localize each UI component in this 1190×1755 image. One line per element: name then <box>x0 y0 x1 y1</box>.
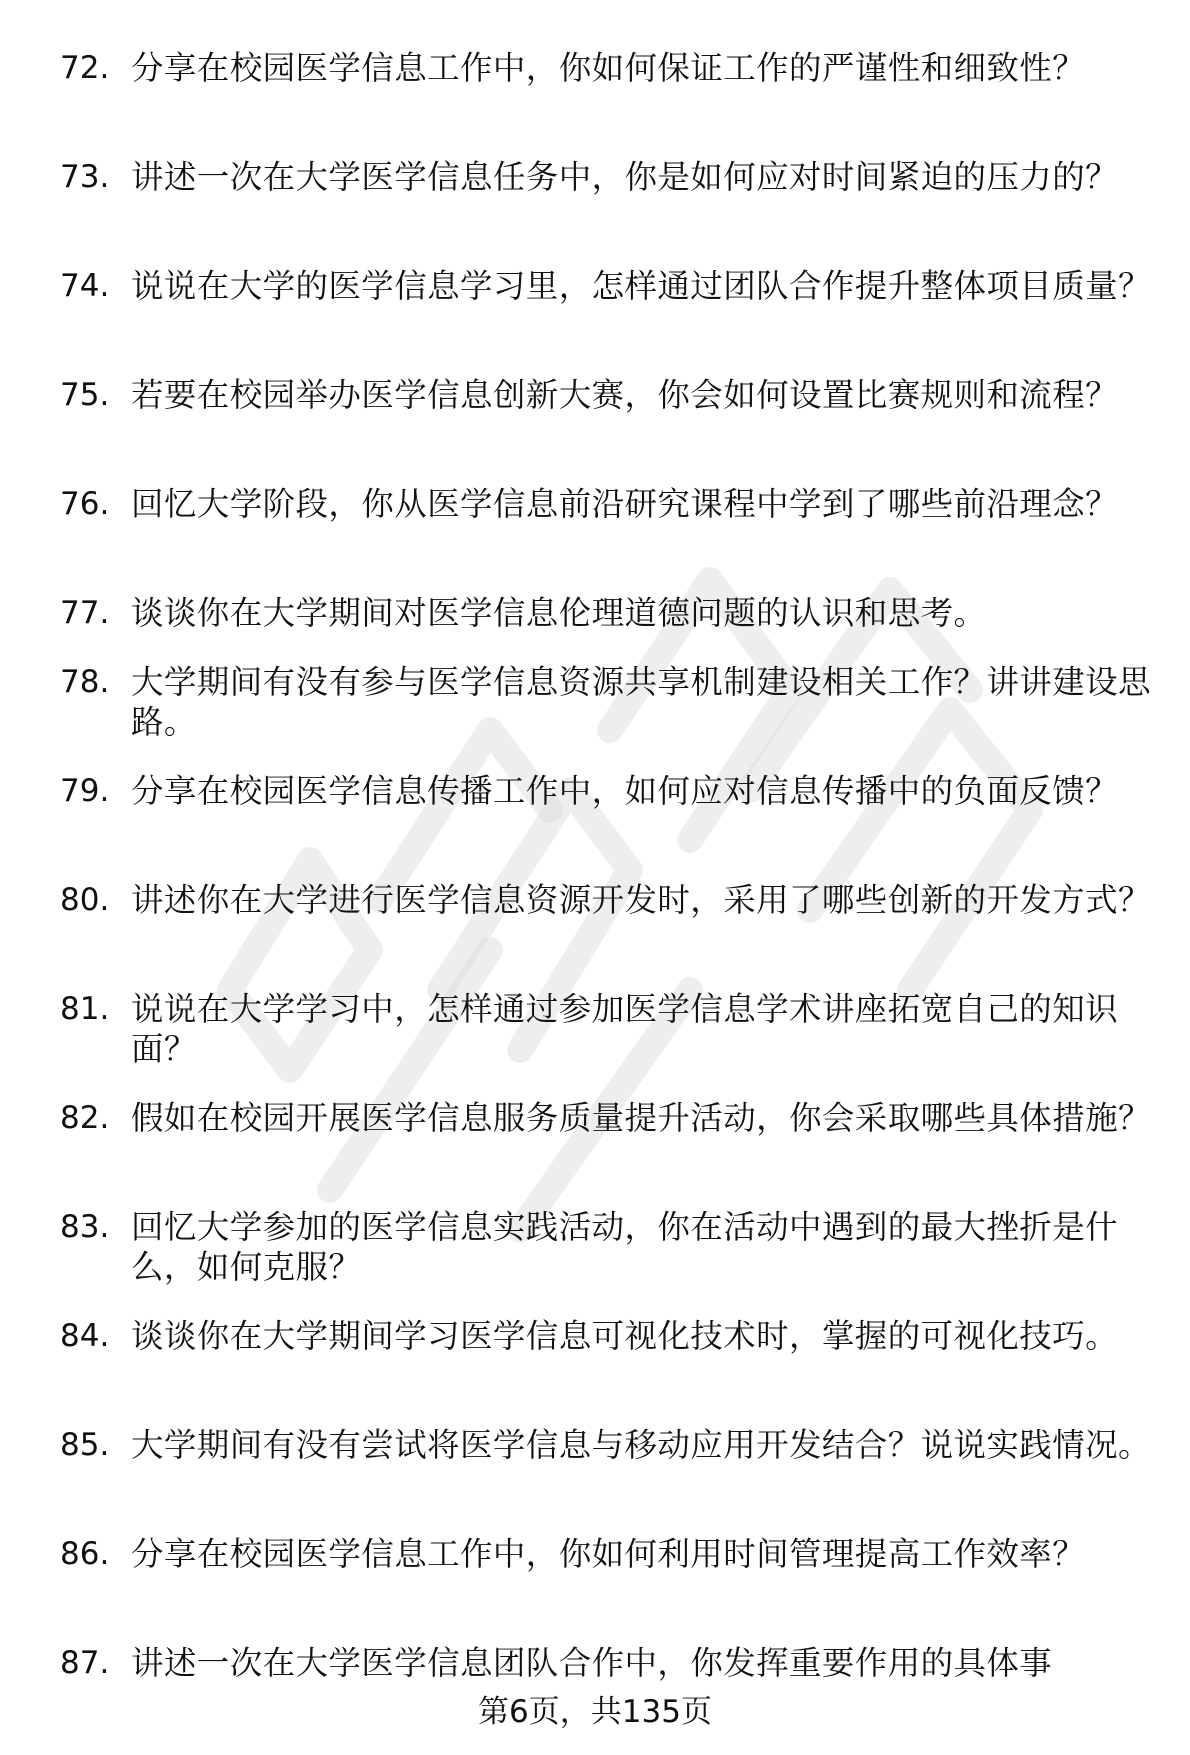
question-text: 谈谈你在大学期间对医学信息伦理道德问题的认识和思考。 <box>131 594 987 632</box>
question-text: 说说在大学的医学信息学习里，怎样通过团队合作提升整体项目质量？ <box>131 267 1151 305</box>
question-number: 84. <box>60 1318 110 1354</box>
question-text: 讲述你在大学进行医学信息资源开发时，采用了哪些创新的开发方式？ <box>131 881 1151 919</box>
question-text: 大学期间有没有参与医学信息资源共享机制建设相关工作？讲讲建设思路。 <box>131 663 1151 741</box>
question-text: 回忆大学阶段，你从医学信息前沿研究课程中学到了哪些前沿理念？ <box>131 485 1119 523</box>
question-text: 分享在校园医学信息传播工作中，如何应对信息传播中的负面反馈？ <box>131 772 1119 810</box>
list-item <box>0 593 1190 633</box>
list-item <box>0 157 1190 237</box>
question-text: 若要在校园举办医学信息创新大赛，你会如何设置比赛规则和流程？ <box>131 376 1119 414</box>
list-item <box>0 48 1190 128</box>
question-number: 76. <box>60 486 110 522</box>
list-item <box>0 375 1190 455</box>
question-number: 85. <box>60 1427 110 1463</box>
question-number: 78. <box>60 664 110 700</box>
question-text: 讲述一次在大学医学信息团队合作中，你发挥重要作用的具体事 <box>131 1644 1053 1682</box>
question-text: 大学期间有没有尝试将医学信息与移动应用开发结合？说说实践情况。 <box>131 1426 1151 1464</box>
list-item <box>0 880 1190 960</box>
list-item <box>0 1207 1190 1287</box>
question-number: 79. <box>60 773 110 809</box>
list-item <box>0 1316 1190 1396</box>
list-item <box>0 989 1190 1069</box>
list-item <box>0 1098 1190 1178</box>
list-item <box>0 662 1190 742</box>
question-list <box>0 48 1190 1712</box>
page-footer: 第6页，共135页 <box>478 1694 712 1730</box>
question-text: 分享在校园医学信息工作中，你如何利用时间管理提高工作效率？ <box>131 1535 1086 1573</box>
question-text: 谈谈你在大学期间学习医学信息可视化技术时，掌握的可视化技巧。 <box>131 1317 1119 1355</box>
question-number: 81. <box>60 991 110 1027</box>
question-number: 86. <box>60 1536 110 1572</box>
question-text: 说说在大学学习中，怎样通过参加医学信息学术讲座拓宽自己的知识面？ <box>131 990 1119 1068</box>
list-item <box>0 1643 1190 1683</box>
question-number: 87. <box>60 1645 110 1681</box>
question-text: 回忆大学参加的医学信息实践活动，你在活动中遇到的最大挫折是什么，如何克服？ <box>131 1208 1119 1286</box>
question-number: 73. <box>60 159 110 195</box>
question-number: 72. <box>60 50 110 86</box>
question-text: 讲述一次在大学医学信息任务中，你是如何应对时间紧迫的压力的？ <box>131 158 1119 196</box>
list-item <box>0 266 1190 346</box>
list-item <box>0 1534 1190 1614</box>
question-number: 74. <box>60 268 110 304</box>
question-number: 83. <box>60 1209 110 1245</box>
list-item <box>0 1425 1190 1505</box>
list-item <box>0 484 1190 564</box>
list-item <box>0 771 1190 851</box>
question-number: 80. <box>60 882 110 918</box>
question-number: 82. <box>60 1100 110 1136</box>
question-text: 假如在校园开展医学信息服务质量提升活动，你会采取哪些具体措施？ <box>131 1099 1151 1137</box>
question-number: 77. <box>60 595 110 631</box>
question-number: 75. <box>60 377 110 413</box>
question-text: 分享在校园医学信息工作中，你如何保证工作的严谨性和细致性？ <box>131 49 1086 87</box>
